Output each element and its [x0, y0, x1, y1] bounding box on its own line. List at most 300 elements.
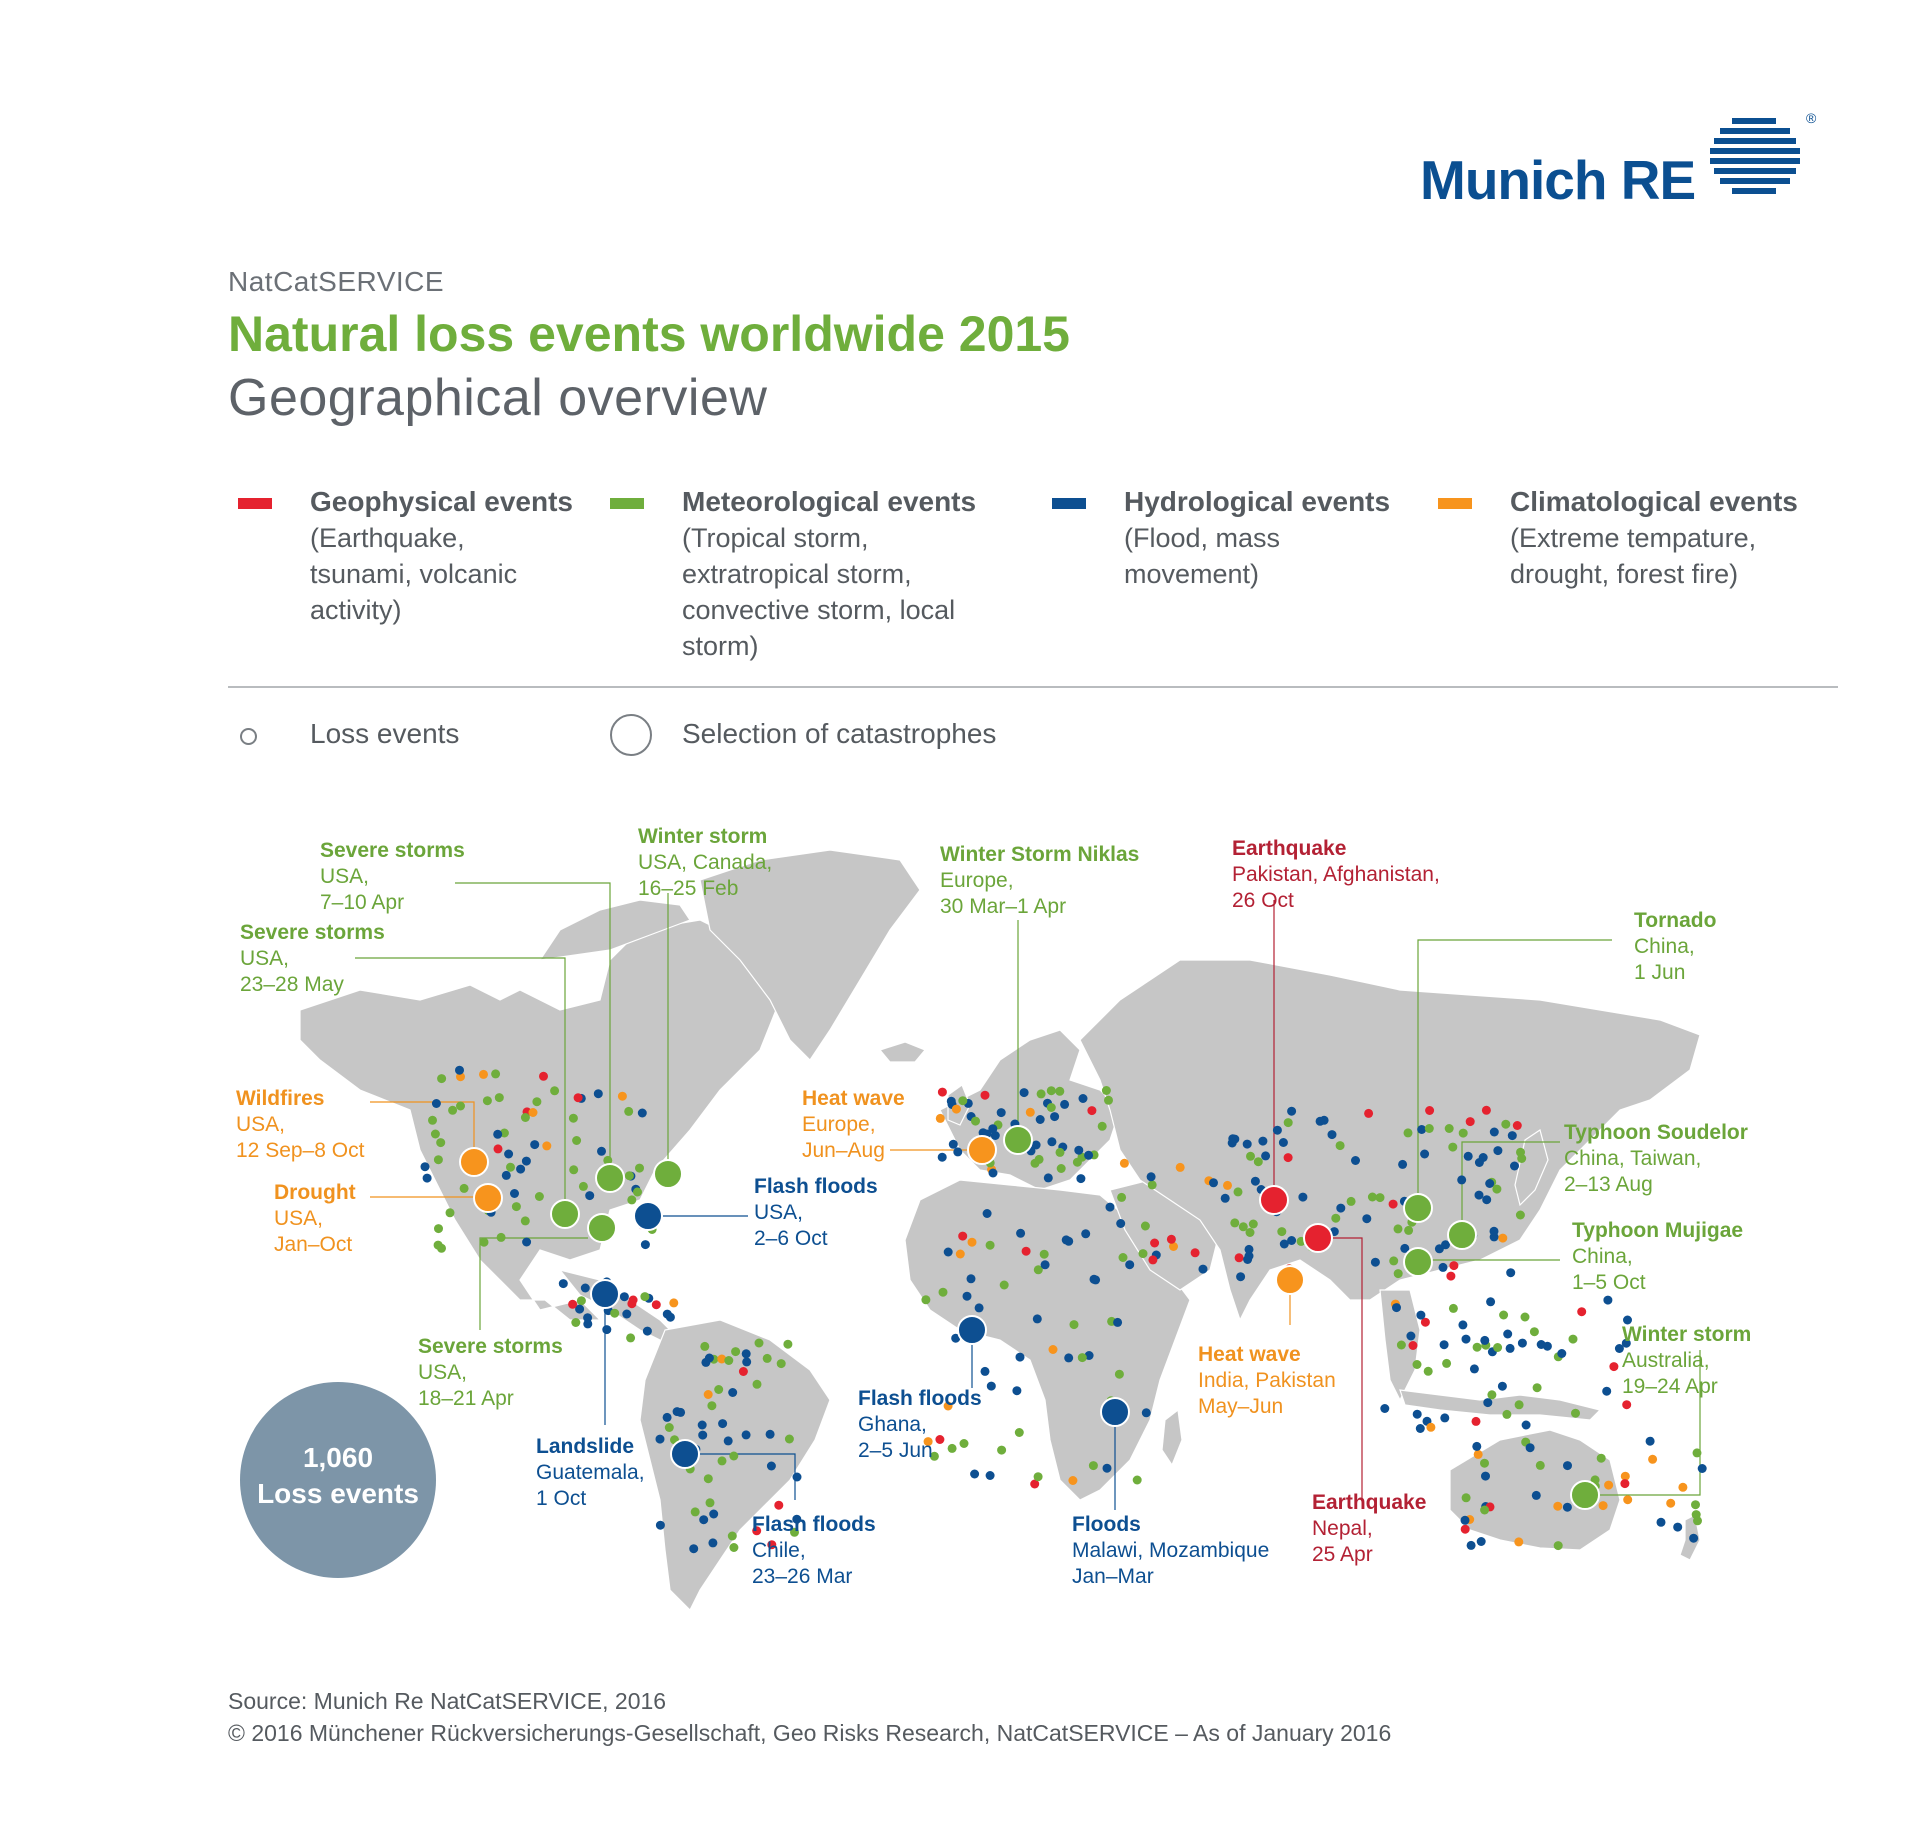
loss-event-dot	[550, 1086, 559, 1095]
loss-event-dot	[1537, 1340, 1546, 1349]
loss-event-dot	[1055, 1087, 1064, 1096]
loss-event-dot	[739, 1367, 748, 1376]
loss-event-dot	[698, 1421, 707, 1430]
loss-event-dot	[1481, 1472, 1490, 1481]
loss-event-dot	[708, 1538, 717, 1547]
loss-event-dot	[627, 1195, 636, 1204]
loss-event-dot	[1243, 1140, 1252, 1149]
catastrophe-marker-winter-storm-niklas	[1004, 1126, 1032, 1154]
loss-event-dot	[1693, 1516, 1702, 1525]
loss-event-dot	[1249, 1220, 1258, 1229]
loss-event-dot	[530, 1140, 539, 1149]
loss-event-dot	[1026, 1108, 1035, 1117]
loss-event-dot	[767, 1462, 776, 1471]
label-winter-storm-niklas	[940, 842, 1139, 920]
loss-event-dot	[704, 1390, 713, 1399]
label-title: Earthquake	[1232, 837, 1347, 860]
loss-event-dot	[987, 1382, 996, 1391]
loss-event-dot	[497, 1233, 506, 1242]
legend-title: Climatological events	[1510, 486, 1798, 517]
legend-title: Geophysical events	[310, 486, 574, 517]
loss-event-dot	[432, 1099, 441, 1108]
loss-event-dot	[663, 1413, 672, 1422]
loss-event-dot	[1331, 1214, 1340, 1223]
loss-event-dot	[1569, 1335, 1578, 1344]
loss-event-dot	[1571, 1409, 1580, 1418]
loss-event-dot	[1125, 1260, 1134, 1269]
loss-event-dot	[971, 1117, 980, 1126]
loss-event-dot	[669, 1298, 678, 1307]
loss-event-dot	[1016, 1353, 1025, 1362]
label-line: 2–6 Oct	[754, 1227, 828, 1250]
loss-event-dot	[522, 1238, 531, 1247]
loss-event-dot	[1475, 1158, 1484, 1167]
loss-event-dot	[643, 1327, 652, 1336]
loss-event-dot	[1280, 1240, 1289, 1249]
loss-event-dot	[1457, 1175, 1466, 1184]
legend-desc-line: convective storm, local	[682, 595, 956, 625]
loss-event-dot	[1493, 1343, 1502, 1352]
loss-event-dot	[1435, 1244, 1444, 1253]
catastrophe-marker-winter-storm-us	[654, 1160, 682, 1188]
loss-event-dot	[577, 1296, 586, 1305]
loss-event-dot	[1458, 1320, 1467, 1329]
loss-event-dot	[1041, 1260, 1050, 1269]
label-severe-storms-apr-7	[320, 838, 465, 916]
loss-event-dot	[532, 1097, 541, 1106]
label-typhoon-mujigae	[1572, 1218, 1743, 1296]
loss-event-dot	[1464, 1152, 1473, 1161]
loss-event-dot	[1298, 1193, 1307, 1202]
label-title: Landslide	[536, 1435, 635, 1458]
catastrophe-marker-typhoon-soudelor	[1448, 1221, 1476, 1249]
loss-event-dot	[1148, 1180, 1157, 1189]
loss-event-dot	[1604, 1481, 1613, 1490]
loss-event-dot	[1078, 1353, 1087, 1362]
label-line: 1 Oct	[536, 1487, 587, 1510]
loss-event-dot	[921, 1295, 930, 1304]
label-line: 12 Sep–8 Oct	[236, 1139, 365, 1162]
loss-event-dot	[423, 1174, 432, 1183]
loss-event-dot	[1235, 1253, 1244, 1262]
loss-event-dot	[975, 1303, 984, 1312]
label-title: Earthquake	[1312, 1491, 1427, 1514]
loss-event-dot	[1074, 1146, 1083, 1155]
loss-event-dot	[1254, 1157, 1263, 1166]
loss-event-dot	[1062, 1235, 1071, 1244]
loss-event-dot	[1461, 1516, 1470, 1525]
label-landslide	[536, 1434, 645, 1512]
loss-event-dot	[1482, 1195, 1491, 1204]
loss-event-dot	[569, 1165, 578, 1174]
label-title: Drought	[274, 1181, 356, 1204]
iceland-shape	[880, 1042, 925, 1062]
loss-event-dot	[1599, 1501, 1608, 1510]
loss-event-dot	[1394, 1269, 1403, 1278]
label-line: Australia,	[1622, 1349, 1710, 1372]
loss-event-dot	[633, 1188, 642, 1197]
label-typhoon-soudelor	[1564, 1120, 1748, 1198]
loss-event-dot	[989, 1169, 998, 1178]
catastrophe-marker-tornado-china	[1404, 1194, 1432, 1222]
loss-event-dot	[1031, 1159, 1040, 1168]
loss-event-dot	[1328, 1130, 1337, 1139]
label-earthquake-pakistan	[1232, 836, 1440, 914]
loss-event-dot	[1133, 1476, 1142, 1485]
loss-event-dot	[763, 1354, 772, 1363]
loss-event-dot	[986, 1471, 995, 1480]
loss-event-dot	[755, 1339, 764, 1348]
loss-event-dot	[1398, 1160, 1407, 1169]
loss-event-dot	[1113, 1318, 1122, 1327]
loss-event-dot	[1472, 1442, 1481, 1451]
loss-event-dot	[1622, 1400, 1631, 1409]
loss-event-dot	[1064, 1353, 1073, 1362]
loss-event-dot	[1040, 1250, 1049, 1259]
loss-event-dot	[718, 1419, 727, 1428]
loss-event-dot	[1514, 1537, 1523, 1546]
loss-event-dot	[1102, 1086, 1111, 1095]
label-line: USA,	[236, 1113, 286, 1136]
loss-event-dot	[1490, 1128, 1499, 1137]
loss-event-dot	[1448, 1143, 1457, 1152]
loss-event-dot	[1439, 1263, 1448, 1272]
loss-event-dot	[436, 1138, 445, 1147]
catastrophe-marker-drought	[474, 1184, 502, 1212]
label-line: 25 Apr	[1312, 1543, 1373, 1566]
loss-event-dot	[495, 1093, 504, 1102]
label-line: 30 Mar–1 Apr	[940, 895, 1067, 918]
loss-event-dot	[1603, 1296, 1612, 1305]
label-flash-floods-ghana	[858, 1386, 982, 1464]
label-line: Europe,	[940, 869, 1014, 892]
loss-event-dot	[1446, 1272, 1455, 1281]
loss-event-dot	[434, 1241, 443, 1250]
loss-event-dot	[1223, 1181, 1232, 1190]
loss-event-dot	[938, 1088, 947, 1097]
loss-event-dot	[1449, 1304, 1458, 1313]
label-title: Severe storms	[240, 921, 385, 944]
loss-event-dot	[981, 1091, 990, 1100]
loss-event-dot	[731, 1347, 740, 1356]
loss-event-dot	[1425, 1124, 1434, 1133]
loss-event-dot	[742, 1349, 751, 1358]
loss-event-dot	[1236, 1272, 1245, 1281]
catastrophe-marker-flash-floods-chile	[671, 1440, 699, 1468]
loss-event-dot	[1392, 1303, 1401, 1312]
loss-event-dot	[949, 1140, 958, 1149]
loss-event-dot	[956, 1250, 965, 1259]
loss-event-dot	[1049, 1345, 1058, 1354]
loss-event-dot	[1493, 1146, 1502, 1155]
catastrophe-marker-flash-floods-usa	[634, 1202, 662, 1230]
legend-desc-line: (Flood, mass	[1124, 523, 1281, 553]
label-line: 2–5 Jun	[858, 1439, 933, 1462]
loss-event-dot	[1498, 1382, 1507, 1391]
loss-event-dot	[1409, 1341, 1418, 1350]
label-title: Severe storms	[418, 1335, 563, 1358]
loss-event-dot	[1473, 1343, 1482, 1352]
label-line: Jun–Aug	[802, 1139, 885, 1162]
label-title: Heat wave	[1198, 1343, 1301, 1366]
loss-event-dot	[597, 1147, 606, 1156]
loss-event-dot	[1602, 1387, 1611, 1396]
loss-event-dot	[1459, 1129, 1468, 1138]
size-legend-large-label: Selection of catastrophes	[682, 718, 997, 749]
loss-event-dot	[535, 1192, 544, 1201]
loss-event-dot	[1277, 1227, 1286, 1236]
loss-event-dot	[638, 1109, 647, 1118]
loss-event-dot	[1116, 1219, 1125, 1228]
loss-event-dot	[1141, 1222, 1150, 1231]
loss-event-dot	[460, 1184, 469, 1193]
loss-event-dot	[1047, 1137, 1056, 1146]
loss-event-dot	[666, 1313, 675, 1322]
loss-event-dot	[947, 1097, 956, 1106]
brand-name: Munich RE	[1420, 149, 1696, 211]
loss-event-dot	[629, 1296, 638, 1305]
loss-event-dot	[1117, 1193, 1126, 1202]
label-floods-malawi	[1072, 1512, 1269, 1590]
loss-event-dot	[1442, 1359, 1451, 1368]
catastrophe-marker-typhoon-mujigae	[1404, 1248, 1432, 1276]
loss-event-dot	[522, 1157, 531, 1166]
registered-mark: ®	[1806, 110, 1817, 126]
loss-event-dot	[1416, 1311, 1425, 1320]
loss-event-dot	[1246, 1228, 1255, 1237]
loss-event-dot	[729, 1452, 738, 1461]
loss-event-dot	[437, 1074, 446, 1083]
loss-event-dot	[1563, 1503, 1572, 1512]
loss-event-dot	[1417, 1125, 1426, 1134]
catastrophe-marker-landslide	[591, 1280, 619, 1308]
loss-event-dot	[729, 1543, 738, 1552]
loss-event-dot	[1347, 1197, 1356, 1206]
loss-event-dot	[434, 1155, 443, 1164]
loss-event-dot	[539, 1072, 548, 1081]
loss-event-dot	[448, 1106, 457, 1115]
label-line: 18–21 Apr	[418, 1387, 514, 1410]
loss-event-dot	[1084, 1151, 1093, 1160]
loss-event-dot	[1518, 1339, 1527, 1348]
loss-event-dot	[583, 1313, 592, 1322]
loss-event-dot	[1440, 1413, 1449, 1422]
loss-event-dot	[1044, 1173, 1053, 1182]
loss-event-dot	[620, 1292, 629, 1301]
madagascar-shape	[1162, 1410, 1182, 1465]
loss-event-dot	[1119, 1253, 1128, 1262]
label-line: 19–24 Apr	[1622, 1375, 1718, 1398]
loss-event-dot	[1090, 1275, 1099, 1284]
loss-event-dot	[1012, 1386, 1021, 1395]
loss-event-dot	[691, 1507, 700, 1516]
loss-event-dot	[665, 1423, 674, 1432]
loss-event-dot	[783, 1340, 792, 1349]
loss-event-dot	[1472, 1417, 1481, 1426]
catastrophe-marker-earthquake-nepal	[1304, 1224, 1332, 1252]
loss-event-dot	[700, 1342, 709, 1351]
loss-event-dot	[958, 1096, 967, 1105]
loss-event-dot	[1351, 1156, 1360, 1165]
loss-event-dot	[1234, 1187, 1243, 1196]
loss-event-dot	[1120, 1159, 1129, 1168]
loss-event-dot	[774, 1501, 783, 1510]
label-line: China,	[1572, 1245, 1633, 1268]
label-line: 16–25 Feb	[638, 877, 739, 900]
loss-event-dot	[493, 1130, 502, 1139]
loss-event-dot	[1081, 1229, 1090, 1238]
loss-event-dot	[1087, 1106, 1096, 1115]
label-flash-floods-usa	[754, 1174, 878, 1252]
label-winter-storm-australia	[1622, 1322, 1751, 1400]
loss-event-dot	[571, 1318, 580, 1327]
catastrophe-marker-severe-storms-apr-18	[588, 1214, 616, 1242]
loss-event-dot	[1513, 1121, 1522, 1130]
label-line: Jan–Mar	[1072, 1565, 1154, 1588]
label-line: Pakistan, Afghanistan,	[1232, 863, 1440, 886]
loss-event-dot	[753, 1380, 762, 1389]
loss-event-dot	[1036, 1115, 1045, 1124]
label-line: Chile,	[752, 1539, 806, 1562]
loss-event-dot	[1230, 1218, 1239, 1227]
loss-event-dot	[701, 1358, 710, 1367]
loss-event-dot	[625, 1171, 634, 1180]
loss-event-dot	[1076, 1174, 1085, 1183]
loss-event-dot	[1666, 1499, 1675, 1508]
label-line: India, Pakistan	[1198, 1369, 1336, 1392]
loss-event-dot	[1521, 1313, 1530, 1322]
loss-event-dot	[728, 1532, 737, 1541]
service-name: NatCatSERVICE	[228, 266, 445, 297]
indonesia-shape	[1400, 1390, 1600, 1420]
loss-event-dot	[1261, 1151, 1270, 1160]
legend-desc-line: (Earthquake,	[310, 523, 465, 553]
loss-event-dot	[521, 1216, 530, 1225]
loss-event-dot	[1557, 1349, 1566, 1358]
loss-event-dot	[1016, 1229, 1025, 1238]
catastrophe-marker-winter-storm-australia	[1571, 1481, 1599, 1509]
loss-event-dot	[952, 1105, 961, 1114]
label-line: Ghana,	[858, 1413, 927, 1436]
loss-event-dot	[529, 1108, 538, 1117]
loss-event-dot	[1482, 1106, 1491, 1115]
loss-event-dot	[1577, 1307, 1586, 1316]
loss-event-dot	[1532, 1491, 1541, 1500]
loss-event-dot	[1098, 1122, 1107, 1131]
label-title: Winter storm	[638, 825, 768, 848]
loss-event-dot	[1251, 1177, 1260, 1186]
loss-event-dot	[1176, 1163, 1185, 1172]
loss-event-dot	[1506, 1344, 1515, 1353]
loss-event-dot	[1526, 1443, 1535, 1452]
loss-event-dot	[777, 1359, 786, 1368]
loss-event-dot	[506, 1163, 515, 1172]
label-title: Flash floods	[754, 1175, 878, 1198]
label-line: 23–28 May	[240, 973, 344, 996]
loss-event-dot	[521, 1113, 530, 1122]
label-severe-storms-apr-18	[418, 1334, 563, 1412]
loss-event-dot	[1498, 1234, 1507, 1243]
loss-event-dot	[1563, 1461, 1572, 1470]
loss-event-dot	[938, 1153, 947, 1162]
label-line: USA, Canada,	[638, 851, 773, 874]
loss-event-dot	[1657, 1518, 1666, 1527]
label-line: China,	[1634, 935, 1695, 958]
loss-event-dot	[1480, 1506, 1489, 1515]
label-title: Winter Storm Niklas	[940, 843, 1140, 866]
loss-event-dot	[456, 1102, 465, 1111]
loss-event-dot	[1490, 1227, 1499, 1236]
loss-event-dot	[626, 1333, 635, 1342]
loss-event-dot	[1191, 1248, 1200, 1257]
loss-event-dot	[1691, 1500, 1700, 1509]
loss-event-dot	[1376, 1193, 1385, 1202]
loss-event-dot	[574, 1093, 583, 1102]
label-line: USA,	[274, 1207, 324, 1230]
loss-event-dot	[1057, 1164, 1066, 1173]
label-line: 23–26 Mar	[752, 1565, 853, 1588]
loss-event-dot	[1413, 1410, 1422, 1419]
loss-event-dot	[1470, 1364, 1479, 1373]
label-wildfires	[236, 1086, 364, 1164]
loss-event-dot	[1103, 1464, 1112, 1473]
loss-event-dot	[1209, 1178, 1218, 1187]
loss-event-dot	[970, 1470, 979, 1479]
loss-event-dot	[1462, 1493, 1471, 1502]
loss-event-dot	[1413, 1360, 1422, 1369]
loss-event-dot	[1445, 1124, 1454, 1133]
loss-event-dot	[446, 1208, 455, 1217]
loss-event-dot	[1522, 1421, 1531, 1430]
legend-desc-line: (Tropical storm,	[682, 523, 869, 553]
loss-event-dot	[1243, 1255, 1252, 1264]
catastrophe-marker-heat-wave-europe	[968, 1136, 996, 1164]
loss-event-dot	[569, 1114, 578, 1123]
loss-event-dot	[610, 1309, 619, 1318]
loss-event-dot	[1420, 1150, 1429, 1159]
loss-event-dot	[455, 1066, 464, 1075]
label-title: Typhoon Mujigae	[1572, 1219, 1744, 1242]
label-heat-wave-india	[1198, 1342, 1336, 1420]
loss-event-dot	[707, 1401, 716, 1410]
loss-event-dot	[1404, 1128, 1413, 1137]
label-line: Guatemala,	[536, 1461, 645, 1484]
loss-event-dot	[1022, 1247, 1031, 1256]
source-note: Source: Munich Re NatCatSERVICE, 2016	[228, 1688, 667, 1714]
catastrophe-marker-wildfires	[460, 1148, 488, 1176]
loss-event-dot	[1406, 1332, 1415, 1341]
loss-event-dot	[1485, 1179, 1494, 1188]
loss-event-dot	[1221, 1194, 1230, 1203]
loss-event-dot	[1371, 1258, 1380, 1267]
label-line: Jan–Oct	[274, 1233, 353, 1256]
legend-desc-line: tsunami, volcanic	[310, 559, 518, 589]
loss-event-dot	[742, 1357, 751, 1366]
loss-event-dot	[1462, 1335, 1471, 1344]
loss-event-dot	[641, 1240, 650, 1249]
loss-event-dot	[997, 1446, 1006, 1455]
loss-event-dot	[1147, 1172, 1156, 1181]
loss-event-dot	[1115, 1370, 1124, 1379]
loss-event-dot	[1416, 1424, 1425, 1433]
label-title: Wildfires	[236, 1087, 325, 1110]
loss-event-dot	[1536, 1461, 1545, 1470]
label-line: May–Jun	[1198, 1395, 1284, 1418]
loss-event-dot	[939, 1288, 948, 1297]
loss-event-dot	[1020, 1088, 1029, 1097]
loss-event-dot	[1646, 1437, 1655, 1446]
loss-event-dot	[1336, 1141, 1345, 1150]
